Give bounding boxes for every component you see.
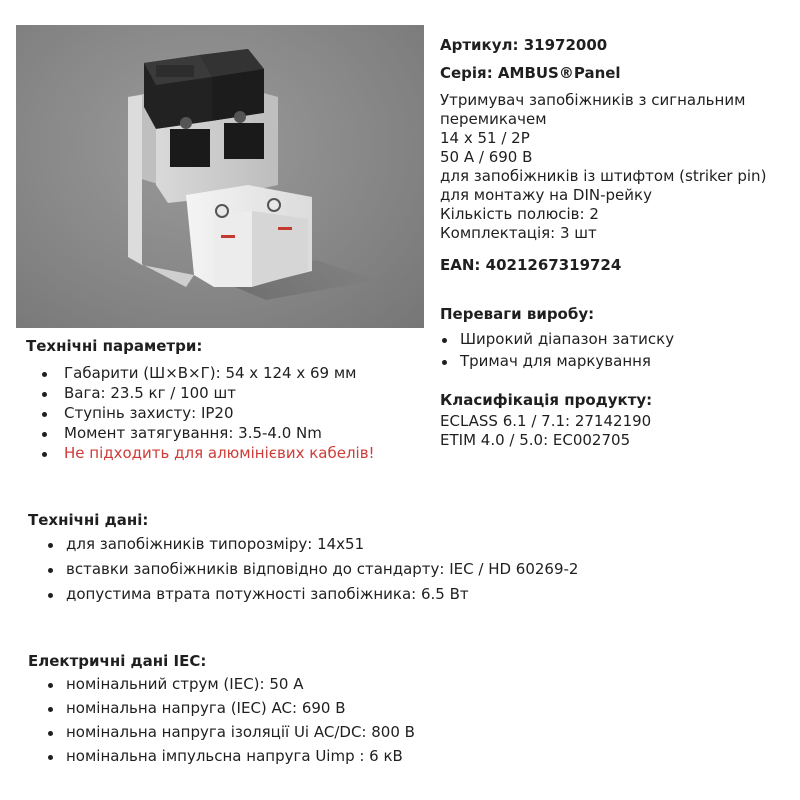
description-line: Комплектація: 3 шт — [440, 224, 597, 242]
description-line: для монтажу на DIN-рейку — [440, 186, 652, 204]
electrical-item: номінальний струм (IEC): 50 A — [46, 675, 415, 694]
product-description — [440, 91, 766, 243]
description-line: 50 A / 690 В — [440, 148, 533, 166]
series: Серія: AMBUS®Panel — [440, 64, 621, 82]
tech-data-item: для запобіжників типорозміру: 14x51 — [46, 535, 578, 554]
advantages-title: Переваги виробу: — [440, 305, 595, 323]
tech-data-title: Технічні дані: — [28, 511, 149, 529]
description-line: Утримувач запобіжників з сигнальним — [440, 91, 746, 109]
tech-data-list — [46, 535, 578, 604]
classification-title: Класифікація продукту: — [440, 391, 653, 409]
description-line: Кількість полюсів: 2 — [440, 205, 599, 223]
advantages-list — [440, 330, 674, 371]
tech-data-item: вставки запобіжників відповідно до стандарту: IEC / HD 60269-2 — [46, 560, 578, 579]
description-line: перемикачем — [440, 110, 547, 128]
tech-param-item: Вага: 23.5 кг / 100 шт — [40, 384, 375, 403]
tech-param-item: Ступінь захисту: IP20 — [40, 404, 375, 423]
classification-line: ETIM 4.0 / 5.0: EC002705 — [440, 431, 631, 449]
electrical-item: номінальна напруга ізоляції Ui AC/DC: 800 В — [46, 723, 415, 742]
tech-data-item: допустима втрата потужності запобіжника: 6.5 Вт — [46, 585, 578, 604]
electrical-item: номінальна імпульсна напруга Uimp : 6 кВ — [46, 747, 415, 766]
tech-params-list — [40, 364, 375, 463]
electrical-list — [46, 675, 415, 766]
ean: EAN: 4021267319724 — [440, 256, 622, 274]
description-line: для запобіжників із штифтом (striker pin) — [440, 167, 767, 185]
advantage-item: Тримач для маркування — [440, 352, 674, 371]
tech-param-item: Габарити (Ш×В×Г): 54 x 124 x 69 мм — [40, 364, 375, 383]
tech-param-item: Момент затягування: 3.5-4.0 Nm — [40, 424, 375, 443]
classification-line: ECLASS 6.1 / 7.1: 27142190 — [440, 412, 652, 430]
sku: Артикул: 31972000 — [440, 36, 608, 54]
description-line: 14 x 51 / 2P — [440, 129, 530, 147]
product-photo — [16, 25, 424, 328]
aluminium-cable-warning: Не підходить для алюмінієвих кабелів! — [40, 444, 375, 463]
advantage-item: Широкий діапазон затиску — [440, 330, 674, 349]
electrical-item: номінальна напруга (IEC) AC: 690 В — [46, 699, 415, 718]
tech-params-title: Технічні параметри: — [26, 337, 203, 355]
electrical-title: Електричні дані IEC: — [28, 652, 207, 670]
